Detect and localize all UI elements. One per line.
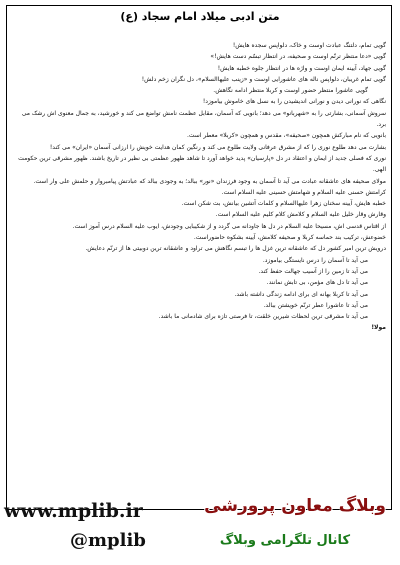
paragraph-18: می آید تا آسمان را درس نایستگی بیاموزد. (262, 256, 368, 264)
blog-name: وبلاگ معاون پرورشی (204, 496, 386, 516)
paragraph-21: می آید تا کربلا بهانه ای برای ادامه زندگی داشته باشد. (234, 290, 368, 298)
paragraph-22: می آید تا عاشورا عطر ترنّم خویشتن ببالد. (263, 301, 368, 309)
paragraph-1: گویی تمام، دلتنگ عبادت اوست و خاک، دلواپس سجده هایش! (232, 42, 386, 49)
paragraph-16: خضوعش، ترکیب بند حماسه کربلا و صحیفه کلامش، آیینه بشکوه حاضوراست. (193, 234, 386, 242)
paragraph-20: می آید تا دل های مؤمن، بی تابش نمانند. (266, 279, 368, 287)
paragraph-23: می آید تا مشرقی ترین لحظات شیرین خلقت، تا فرصتی تازه برای شادمانی ما باشد. (158, 313, 368, 321)
paragraph-10: نوری که فصلی جدید از ایمان و اعتقاد در دل «پارسیان» پدید خواهد آورد تا شاهد ظهور عظمتی بی نظیر در تاریخ باشند. ظهور مشرقی ترین حکومت الهی. (18, 154, 386, 174)
paragraph-11: مولای صحیفه های عاشقانه عبادت می آید تا آسمان به وجود فرزندان «نور» ببالد؛ به وجودی ببالد که عبادتش پیامبروار و حلمش علی وار است. (33, 177, 386, 185)
telegram-handle: @mplib (70, 530, 146, 551)
paragraph-19: می آید تا زمین را از آسیب جهالت حفظ کند. (258, 267, 368, 275)
paragraph-15: از اقتاس قدسی اش، مسیحا علیه السلام در دل ها جاودانه می گردد و از شکیبایی وجودش، ایوب علیه السلام درس آموز است. (72, 222, 386, 230)
paragraph-6: نگاهی که نورانی دیدن و نورانی اندیشیدن را به نسل های خاموش بیاموزد! (202, 98, 386, 106)
document-title: متن ادبی میلاد امام سجاد (ع) (120, 10, 280, 23)
paragraph-14: وقارش وقار خلیل علیه السلام و کلامش کلام کلیم علیه السلام است. (215, 211, 386, 219)
paragraph-17: درویش ترین امیر کشور دل که عاشقانه ترین غزل ها را تبسم نگاهش می تراود و عاشقانه ترین دوبیتی ها از ترنّم دعایش. (85, 245, 386, 253)
paragraph-3: گویی جهاد، آیینه ایمان اوست و واژه ها در انتظار جلوه خطبه هایش! (217, 64, 386, 72)
paragraph-13: خطبه هایش، آیینه سخنان زهرا علیهاالسلام و کلمات آتشین بیانش، بت شکن است. (181, 200, 386, 208)
paragraph-9: بشارت می دهد طلوع نوری را که از مشرق عرفانی ولایت طلوع می کند و رنگین کمان هدایت خویش را ارزانی آسمان «ایران» می کند! (49, 143, 386, 151)
paragraph-7: سروش آسمانی، بشارتی را به «شهربانو» می دهد؛ بانویی که آسمان، مقابل عظمت نامش تواضع می کند و خورشید، به جمال معنوی اش رشک می برد. (21, 109, 386, 129)
paragraph-24: مولا! (371, 324, 386, 332)
telegram-channel-label: کانال تلگرامی وبلاگ (219, 533, 350, 548)
document-body (14, 40, 386, 508)
paragraph-12: کرامتش حسنی علیه السلام و شهامتش حسینی علیه السلام است. (221, 188, 386, 196)
paragraph-4: گویی تمام غریبان، دلواپس ناله های عاشورایی اوست و «زینب علیهاالسلام»، دل نگران زخم دلش! (141, 75, 386, 83)
paragraph-8: بانویی که نام مبارکش همچون «صحیفه»، مقدس و همچون «کربلا» معطر است. (186, 132, 386, 140)
website-url: www.mplib.ir (4, 500, 143, 522)
paragraph-5: گویی عاشورا منتظر حضور اوست و کربلا منتظر ادامه نگاهش. (213, 87, 368, 95)
paragraph-2: گویی «دعا منتظر ترنّم اوست و صحیفه، در انتظار تبسّم دست هایش!» (210, 53, 386, 61)
